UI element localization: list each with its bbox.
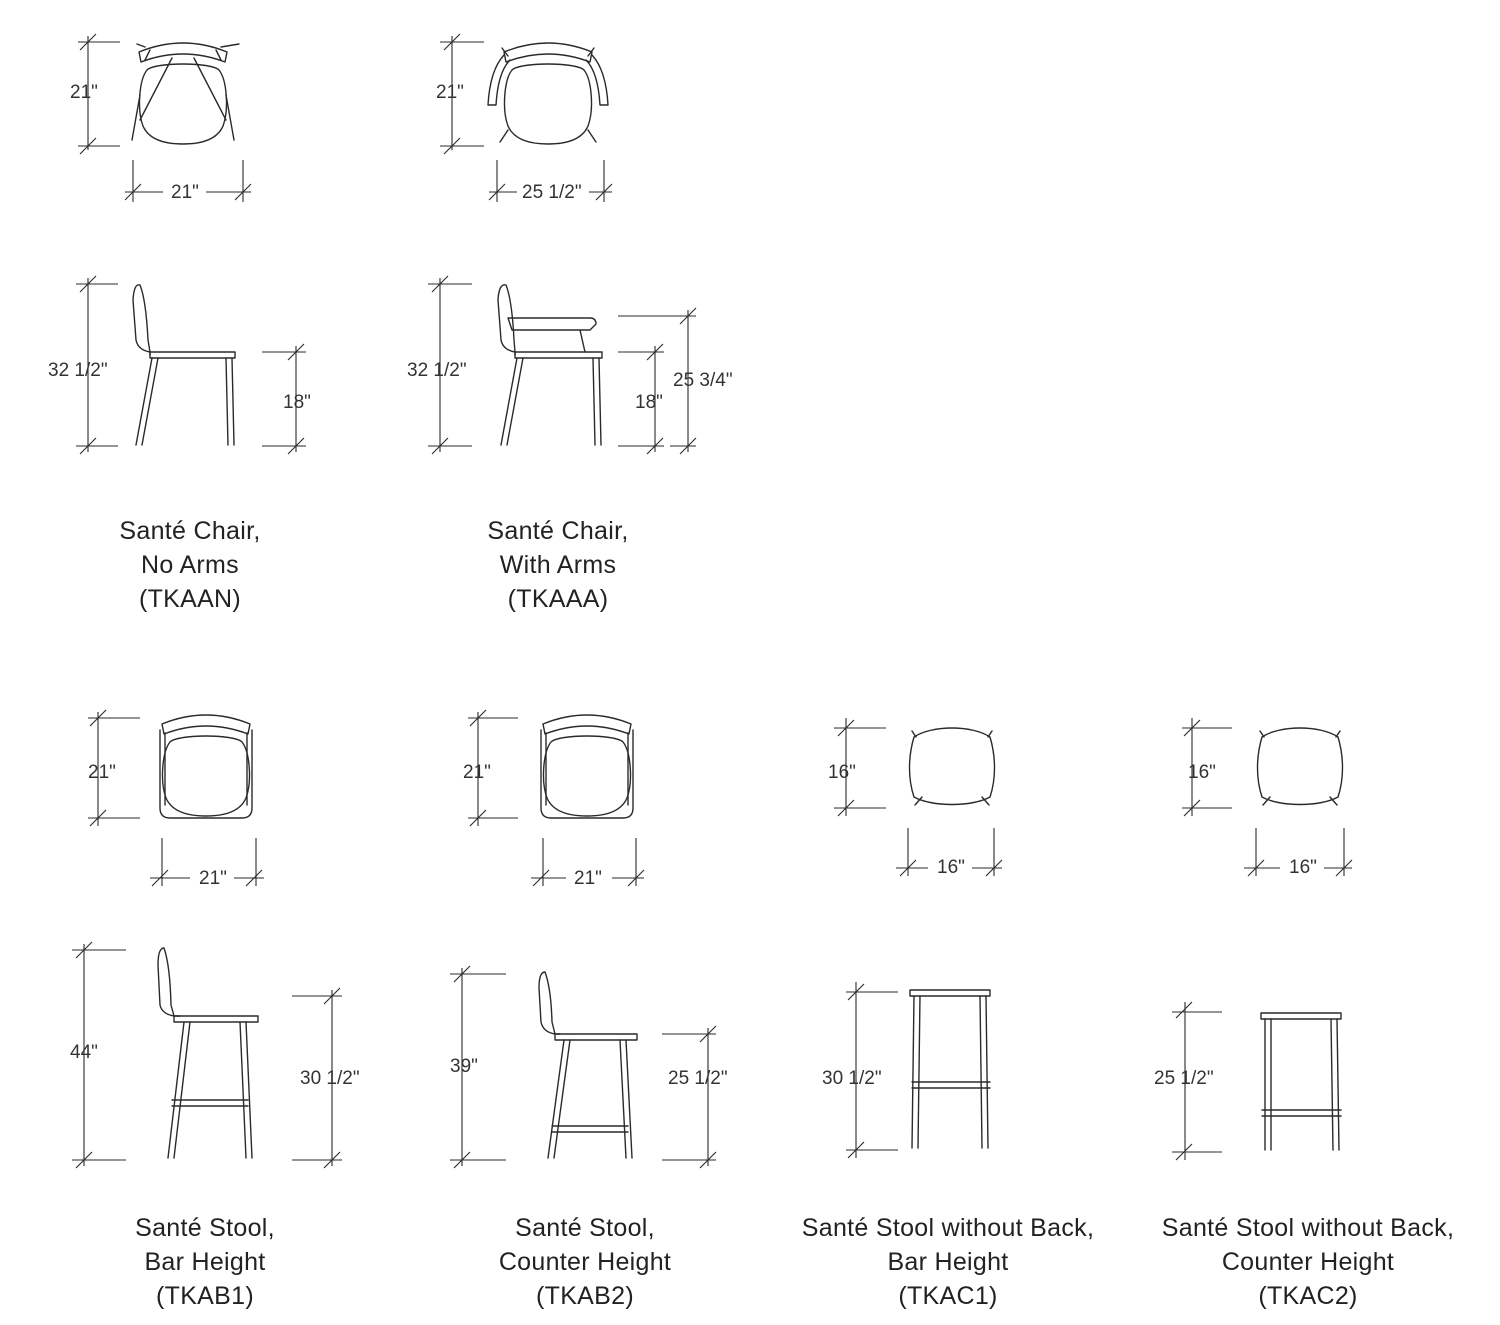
dim-text: 44" bbox=[70, 1042, 98, 1063]
elevation-chair-no-arms bbox=[48, 276, 311, 454]
dim-text: 25 3/4" bbox=[673, 370, 733, 391]
plan-chair-no-arms bbox=[70, 34, 251, 203]
dim-text: 18" bbox=[283, 392, 311, 413]
plan-backless-bar bbox=[828, 718, 1002, 878]
dim-text: 25 1/2" bbox=[668, 1068, 728, 1089]
dim-text: 18" bbox=[635, 392, 663, 413]
caption-chair-with-arms bbox=[428, 514, 688, 616]
dim-text: 25 1/2" bbox=[522, 182, 582, 203]
dim-text: 16" bbox=[828, 762, 856, 783]
caption-line: (TKAB2) bbox=[536, 1282, 634, 1310]
plan-stool-bar bbox=[88, 710, 264, 889]
dim-text: 21" bbox=[199, 868, 227, 889]
dim-text: 21" bbox=[436, 82, 464, 103]
dim-text: 32 1/2" bbox=[407, 360, 467, 381]
caption-backless-bar bbox=[768, 1211, 1128, 1313]
caption-line: Counter Height bbox=[498, 1248, 672, 1276]
plan-chair-with-arms bbox=[436, 34, 612, 203]
elevation-stool-counter bbox=[450, 966, 728, 1168]
caption-line: Santé Chair, bbox=[487, 517, 629, 545]
caption-line: Bar Height bbox=[887, 1248, 1009, 1276]
dim-text: 16" bbox=[937, 857, 965, 878]
caption-chair-no-arms bbox=[60, 514, 320, 616]
plan-stool-counter bbox=[463, 710, 644, 889]
elevation-backless-counter bbox=[1154, 1002, 1341, 1160]
caption-line: Santé Stool, bbox=[515, 1214, 655, 1242]
dim-text: 39" bbox=[450, 1056, 478, 1077]
caption-line: Bar Height bbox=[144, 1248, 266, 1276]
elevation-backless-bar bbox=[822, 982, 990, 1158]
dim-text: 16" bbox=[1188, 762, 1216, 783]
caption-line: (TKAB1) bbox=[156, 1282, 254, 1310]
caption-backless-counter bbox=[1130, 1211, 1486, 1313]
dim-text: 21" bbox=[463, 762, 491, 783]
caption-line: (TKAAA) bbox=[507, 585, 609, 613]
caption-line: Counter Height bbox=[1221, 1248, 1395, 1276]
caption-line: No Arms bbox=[141, 551, 239, 579]
dim-text: 32 1/2" bbox=[48, 360, 108, 381]
plan-backless-counter bbox=[1182, 718, 1352, 878]
caption-line: Santé Stool without Back, bbox=[801, 1214, 1095, 1242]
dim-text: 30 1/2" bbox=[300, 1068, 360, 1089]
caption-stool-bar bbox=[70, 1211, 340, 1313]
caption-line: With Arms bbox=[499, 551, 617, 579]
elevation-chair-with-arms bbox=[407, 276, 733, 454]
dim-text: 21" bbox=[88, 762, 116, 783]
caption-line: (TKAAN) bbox=[138, 585, 242, 613]
caption-line: Santé Stool, bbox=[135, 1214, 275, 1242]
dim-text: 21" bbox=[171, 182, 199, 203]
caption-line: Santé Stool without Back, bbox=[1161, 1214, 1455, 1242]
dim-text: 21" bbox=[574, 868, 602, 889]
caption-line: (TKAC1) bbox=[898, 1282, 998, 1310]
elevation-stool-bar bbox=[70, 942, 360, 1168]
dim-text: 21" bbox=[70, 82, 98, 103]
caption-stool-counter bbox=[450, 1211, 720, 1313]
dim-text: 30 1/2" bbox=[822, 1068, 882, 1089]
caption-line: (TKAC2) bbox=[1258, 1282, 1358, 1310]
dim-text: 25 1/2" bbox=[1154, 1068, 1214, 1089]
dim-text: 16" bbox=[1289, 857, 1317, 878]
caption-line: Santé Chair, bbox=[119, 517, 261, 545]
